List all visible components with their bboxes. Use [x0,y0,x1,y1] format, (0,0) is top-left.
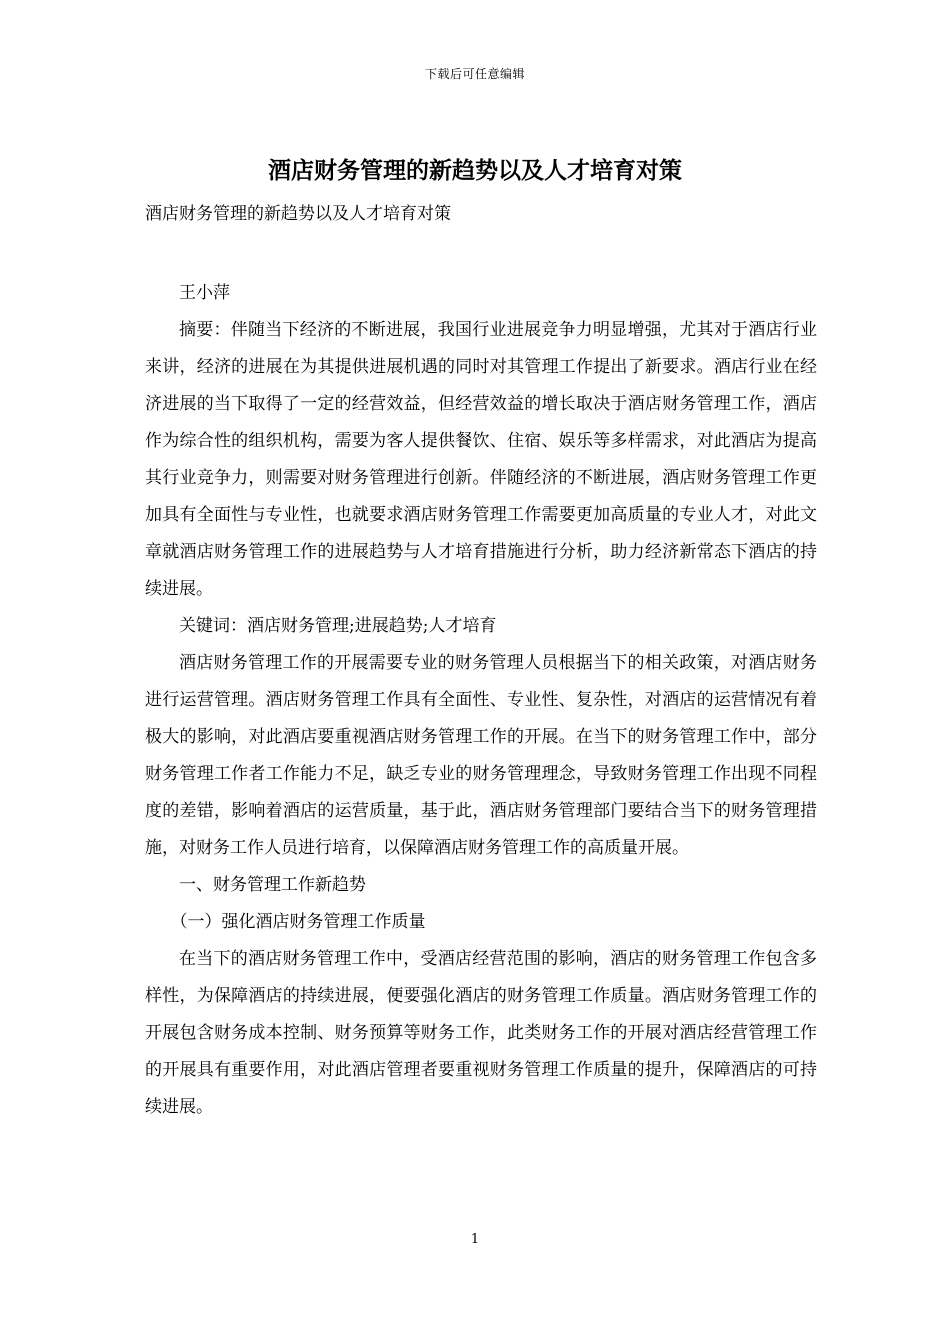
header-note: 下载后可任意编辑 [424,67,525,81]
document-title: 酒店财务管理的新趋势以及人才培育对策 [268,157,682,184]
page-number: 1 [470,1232,480,1247]
subsection-heading: （一）强化酒店财务管理工作质量 [170,912,426,932]
subsection-paragraph: 在当下的酒店财务管理工作中，受酒店经营范围的影响，酒店的财务管理工作包含多样性，为保障酒店的持续进展，便要强化酒店的财务管理工作质量。酒店财务管理工作的开展包含财务成本控制、财务预算等财务工作，此类财务工作的开展对酒店经营管理工作的开展具有重要作用，对此酒店管理者要重视财务管理工作质量的提升，保障酒店的可持续进展。 [145,949,817,1117]
document-body [145,275,817,1126]
section-heading: 一、财务管理工作新趋势 [179,875,366,895]
intro-paragraph: 酒店财务管理工作的开展需要专业的财务管理人员根据当下的相关政策，对酒店财务进行运营管理。酒店财务管理工作具有全面性、专业性、复杂性，对酒店的运营情况有着极大的影响，对此酒店要重视酒店财务管理工作的开展。在当下的财务管理工作中，部分财务管理工作者工作能力不足，缺乏专业的财务管理理念，导致财务管理工作出现不同程度的差错，影响着酒店的运营质量，基于此，酒店财务管理部门要结合当下的财务管理措施，对财务工作人员进行培育，以保障酒店财务管理工作的高质量开展。 [145,653,817,858]
author-line: 王小萍 [179,283,230,303]
keywords-line: 关键词：酒店财务管理;进展趋势;人才培育 [179,616,497,636]
abstract-paragraph: 摘要：伴随当下经济的不断进展，我国行业进展竞争力明显增强，尤其对于酒店行业来讲，经济的进展在为其提供进展机遇的同时对其管理工作提出了新要求。酒店行业在经济进展的当下取得了一定的经营效益，但经营效益的增长取决于酒店财务管理工作，酒店作为综合性的组织机构，需要为客人提供餐饮、住宿、娱乐等多样需求，对此酒店为提高其行业竞争力，则需要对财务管理进行创新。伴随经济的不断进展，酒店财务管理工作更加具有全面性与专业性，也就要求酒店财务管理工作需要更加高质量的专业人才，对此文章就酒店财务管理工作的进展趋势与人才培育措施进行分析，助力经济新常态下酒店的持续进展。 [145,320,817,599]
document-subtitle: 酒店财务管理的新趋势以及人才培育对策 [145,204,451,224]
